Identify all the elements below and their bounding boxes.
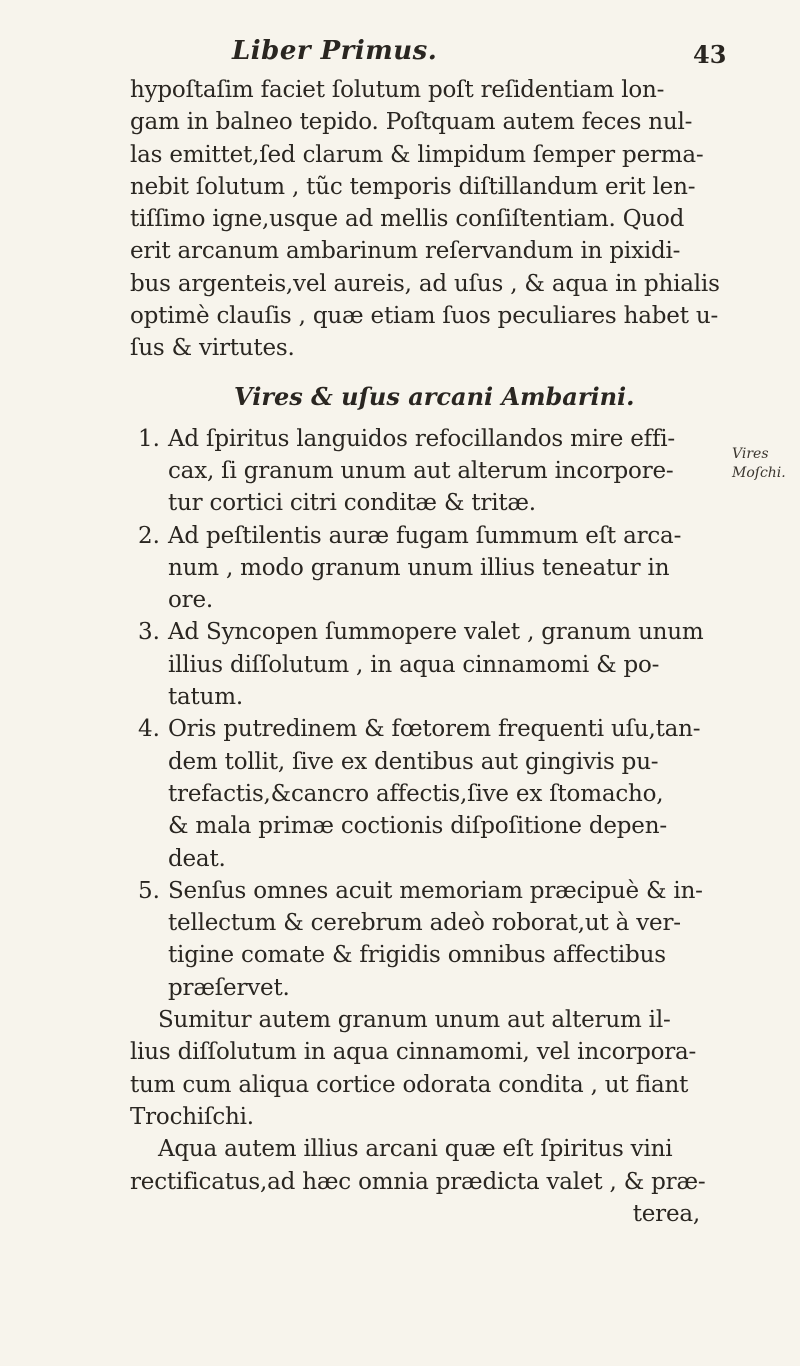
text-line: ore. [168, 587, 213, 614]
numbered-item-5 [130, 875, 710, 1004]
numbered-item-4 [130, 713, 710, 874]
marginal-note-line: Vires [732, 446, 769, 462]
text-line: nebit ſolutum , tũc temporis diſtillandum erit len- [130, 173, 696, 200]
page-header [0, 30, 800, 70]
numbered-item-2 [130, 520, 710, 617]
numbered-item-3 [130, 616, 710, 713]
text-line: cax, ſi granum unum aut alterum incorpore- [168, 457, 674, 484]
item-number: 5. [138, 877, 160, 904]
catchword: terea, [632, 1200, 700, 1227]
closing-paragraph [130, 1004, 710, 1230]
text-line: gam in balneo tepido. Poſtquam autem feces nul- [130, 109, 693, 136]
text-line: Sumitur autem granum unum aut alterum il- [158, 1007, 671, 1034]
text-line: num , modo granum unum illius teneatur in [168, 554, 670, 581]
running-title: Liber Primus. [232, 36, 438, 66]
numbered-item-1 [130, 423, 710, 520]
text-line: præſervet. [168, 974, 290, 1001]
text-line: tur cortici citri conditæ & tritæ. [168, 490, 536, 517]
item-number: 4. [138, 716, 160, 743]
text-line: Trochiſchi. [130, 1103, 254, 1130]
marginal-note [732, 445, 786, 483]
intro-paragraph [130, 74, 720, 365]
text-line: bus argenteis,vel aureis, ad uſus , & aqua in phialis [130, 270, 720, 297]
item-number: 2. [138, 522, 160, 549]
text-line: tigine comate & frigidis omnibus affectibus [168, 942, 666, 969]
text-line: trefactis,&cancro affectis,ſive ex ſtomacho, [168, 780, 664, 807]
text-line: & mala primæ coctionis diſpoſitione depen- [168, 813, 667, 840]
text-line: optimè clauſis , quæ etiam ſuos peculiares habet u- [130, 303, 719, 330]
text-line: erit arcanum ambarinum reſervandum in pixidi- [130, 238, 681, 265]
text-line: Ad ſpiritus languidos refocillandos mire effi- [168, 425, 675, 452]
text-line: Senſus omnes acuit memoriam præcipuè & in- [168, 877, 703, 904]
text-line: hypoſtaſim faciet ſolutum poſt reſidentiam lon- [130, 77, 665, 103]
text-line: tum cum aliqua cortice odorata condita , ut fiant [130, 1071, 689, 1098]
text-line: deat. [168, 845, 226, 872]
text-line: Ad peſtilentis auræ fugam ſummum eſt arca- [168, 522, 682, 549]
page-number: 43 [693, 40, 727, 69]
text-line: Oris putredinem & fœtorem frequenti uſu,tan- [168, 716, 701, 743]
section-heading: Vires & uſus arcani Ambarini. [234, 381, 635, 411]
text-line: tatum. [168, 684, 243, 711]
text-line: rectificatus,ad hæc omnia prædicta valet , & præ- [130, 1168, 706, 1195]
text-line: tiſſimo igne,usque ad mellis conſiſtentiam. Quod [130, 206, 685, 233]
text-line: tellectum & cerebrum adeò roborat,ut à ver- [168, 910, 681, 937]
marginal-note-line: Moſchi. [732, 465, 786, 481]
text-line: lius diſſolutum in aqua cinnamomi, vel incorpora- [130, 1039, 697, 1066]
text-line: las emittet,ſed clarum & limpidum ſemper perma- [130, 141, 704, 168]
text-line: Aqua autem illius arcani quæ eſt ſpiritus vini [158, 1136, 673, 1163]
text-line: ſus & virtutes. [130, 335, 295, 362]
body-text [130, 74, 720, 1230]
item-number: 1. [138, 425, 160, 452]
text-line: illius diſſolutum , in aqua cinnamomi & po- [168, 651, 660, 678]
text-line: dem tollit, ſive ex dentibus aut gingivis pu- [168, 748, 659, 775]
item-number: 3. [138, 619, 160, 646]
text-line: Ad Syncopen ſummopere valet , granum unum [168, 619, 704, 646]
